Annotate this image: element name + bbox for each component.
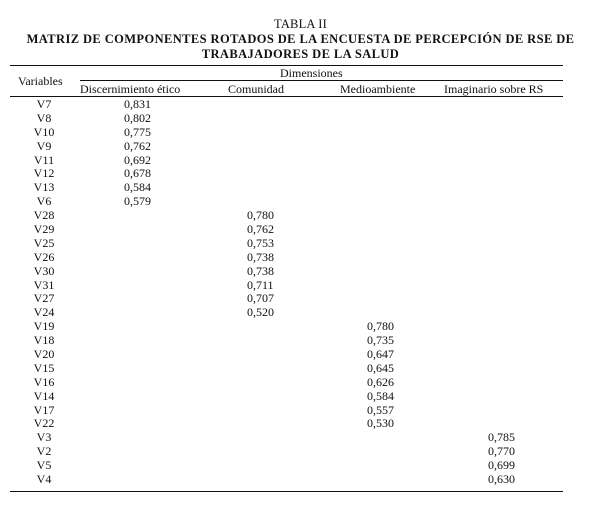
loading-discernimiento-etico: 0,678 <box>124 166 151 181</box>
loading-comunidad: 0,780 <box>247 208 274 223</box>
variable-label: V27 <box>33 291 55 306</box>
loading-medioambiente: 0,557 <box>367 402 394 417</box>
loading-comunidad: 0,707 <box>247 291 274 306</box>
variable-label: V20 <box>33 347 55 362</box>
table-number: TABLA II <box>273 17 328 31</box>
variable-label: V15 <box>33 360 55 375</box>
table-body <box>0 97 601 486</box>
variable-label: V4 <box>36 472 52 487</box>
loading-comunidad: 0,738 <box>247 249 274 264</box>
variable-label: V8 <box>36 110 52 125</box>
loading-comunidad: 0,762 <box>247 222 274 237</box>
loading-comunidad: 0,753 <box>247 235 274 250</box>
table-row <box>0 166 601 180</box>
loading-discernimiento-etico: 0,802 <box>124 110 151 125</box>
variable-label: V25 <box>33 235 55 250</box>
loading-comunidad: 0,738 <box>247 263 274 278</box>
loading-imaginario-sobre-rs: 0,630 <box>488 472 515 487</box>
loading-imaginario-sobre-rs: 0,699 <box>488 458 515 473</box>
table-row <box>0 472 601 486</box>
variable-label: V29 <box>33 222 55 237</box>
loading-comunidad: 0,711 <box>247 277 274 292</box>
variable-label: V9 <box>36 138 52 153</box>
variable-label: V13 <box>33 180 55 195</box>
table-row <box>0 389 601 403</box>
loading-medioambiente: 0,647 <box>367 347 394 362</box>
table-row <box>0 416 601 430</box>
table-row <box>0 222 601 236</box>
column-header-variables: Variables <box>18 74 63 88</box>
table-row <box>0 125 601 139</box>
variable-label: V31 <box>33 277 55 292</box>
variable-label: V3 <box>36 430 52 445</box>
variable-label: V5 <box>36 458 52 473</box>
loading-medioambiente: 0,645 <box>367 360 394 375</box>
table-row <box>0 347 601 361</box>
variable-label: V6 <box>36 194 52 209</box>
loading-medioambiente: 0,780 <box>367 319 394 334</box>
bottom-rule <box>10 491 563 492</box>
variable-label: V10 <box>33 124 55 139</box>
column-header-comunidad: Comunidad <box>228 82 284 96</box>
column-header-discernimiento-etico: Discernimiento ético <box>80 82 181 96</box>
variable-label: V14 <box>33 388 55 403</box>
table-row <box>0 403 601 417</box>
loading-imaginario-sobre-rs: 0,770 <box>488 444 515 459</box>
table-row <box>0 361 601 375</box>
variable-label: V2 <box>36 444 52 459</box>
loading-medioambiente: 0,626 <box>367 374 394 389</box>
variable-label: V17 <box>33 402 55 417</box>
table-row <box>0 291 601 305</box>
table-row <box>0 375 601 389</box>
variable-label: V12 <box>33 166 55 181</box>
table-row <box>0 97 601 111</box>
table-row <box>0 111 601 125</box>
table-row <box>0 319 601 333</box>
loading-comunidad: 0,520 <box>247 305 274 320</box>
loading-medioambiente: 0,530 <box>367 416 394 431</box>
variable-label: V19 <box>33 319 55 334</box>
variable-label: V28 <box>33 208 55 223</box>
group-header-dimensiones: Dimensiones <box>280 66 343 80</box>
variable-label: V26 <box>33 249 55 264</box>
loading-discernimiento-etico: 0,692 <box>124 152 151 167</box>
dimensions-rule <box>80 80 563 81</box>
loading-imaginario-sobre-rs: 0,785 <box>488 430 515 445</box>
table-row <box>0 444 601 458</box>
loading-discernimiento-etico: 0,831 <box>124 97 151 111</box>
loading-medioambiente: 0,584 <box>367 388 394 403</box>
column-header-medioambiente: Medioambiente <box>340 82 416 96</box>
table-row <box>0 264 601 278</box>
table-row <box>0 180 601 194</box>
variable-label: V16 <box>33 374 55 389</box>
variable-label: V11 <box>33 152 55 167</box>
table-row <box>0 278 601 292</box>
loading-medioambiente: 0,735 <box>367 333 394 348</box>
table-row <box>0 208 601 222</box>
table-row <box>0 430 601 444</box>
table-row <box>0 236 601 250</box>
column-header-imaginario-sobre-rs: Imaginario sobre RS <box>444 82 544 96</box>
table-title: MATRIZ DE COMPONENTES ROTADOS DE LA ENCUESTA DE PERCEPCIÓN DE RSE DE <box>26 32 575 46</box>
variable-label: V18 <box>33 333 55 348</box>
variable-label: V22 <box>33 416 55 431</box>
variable-label: V24 <box>33 305 55 320</box>
table-row <box>0 194 601 208</box>
loading-discernimiento-etico: 0,775 <box>124 124 151 139</box>
loading-discernimiento-etico: 0,762 <box>124 138 151 153</box>
table-row <box>0 139 601 153</box>
loading-discernimiento-etico: 0,584 <box>124 180 151 195</box>
table-row <box>0 305 601 319</box>
table-row <box>0 333 601 347</box>
variable-label: V30 <box>33 263 55 278</box>
table-row <box>0 153 601 167</box>
table-row <box>0 458 601 472</box>
variable-label: V7 <box>36 97 52 111</box>
table-title-continued: TRABAJADORES DE LA SALUD <box>201 47 400 61</box>
loading-discernimiento-etico: 0,579 <box>124 194 151 209</box>
table-row <box>0 250 601 264</box>
